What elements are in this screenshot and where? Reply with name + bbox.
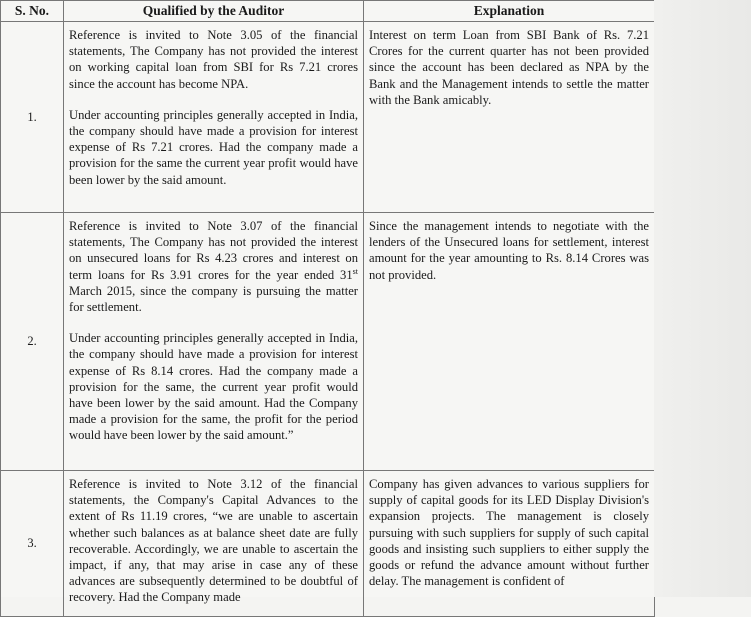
explanation-paragraph: Since the management intends to negotiate with the lenders of the Unsecured loans for settlement, interest amount for the year amounting to Rs. 8.14 Crores was not provided. [369,219,649,282]
row-number: 2. [1,213,64,471]
qualified-cell [64,213,364,471]
page-margin [654,0,751,597]
qualified-paragraph: Under accounting principles generally accepted in India, the company should have made a provision for interest expense of Rs 7.21 crores. Had the company made a provision for the same the current year profit would have been lower by the said amount. [69,107,358,187]
qualified-paragraph: Under accounting principles generally accepted in India, the company should have made a provision for interest expense of Rs 8.14 crores. Had the company made a provision for the same, the current year profit would have been lower by the said amount. Had the Company made a provision for the same, the profit for the period would have been lower by the said amount.” [69,331,358,443]
explanation-paragraph: Company has given advances to various suppliers for supply of capital goods for its LED Display Division's expansion projects. The management is closely pursuing with such suppliers for supply of such capital goods and insisting such suppliers to either supply the goods or refund the advance amount without further delay. The management is confident of [369,477,649,589]
qualified-cell [64,471,364,617]
header-qualified: Qualified by the Auditor [64,1,364,22]
explanation-cell [364,22,655,213]
table-row [1,471,655,617]
row-number: 1. [1,22,64,213]
header-sno: S. No. [1,1,64,22]
qualified-paragraph: Reference is invited to Note 3.05 of the financial statements, The Company has not provided the interest on working capital loan from SBI for Rs 7.21 crores since the account has become NPA. [69,28,358,91]
qualified-paragraph: Reference is invited to Note 3.07 of the financial statements, The Company has not provided the interest on unsecured loans for Rs 4.23 crores and interest on term loans for Rs 3.91 crores for the year ended 31st March 2015, since the company is pursuing the matter for settlement. [69,219,358,315]
header-explanation: Explanation [364,1,655,22]
qualified-cell [64,22,364,213]
table-header-row [1,1,655,22]
explanation-cell [364,213,655,471]
row-number: 3. [1,471,64,617]
table-row [1,213,655,471]
table-row [1,22,655,213]
qualified-paragraph: Reference is invited to Note 3.12 of the financial statements, the Company's Capital Advances to the extent of Rs 11.19 crores, “we are unable to ascertain whether such balances as at balance sheet date are fully recoverable. Accordingly, we are unable to ascertain the impact, if any, that may arise in case any of these advances are subsequently determined to be doubtful of recovery. Had the Company made [69,477,358,605]
explanation-paragraph: Interest on term Loan from SBI Bank of Rs. 7.21 Crores for the current quarter has not been provided since the account has been declared as NPA by the Bank and the Management intends to settle the matter with the Bank amicably. [369,28,649,107]
explanation-cell [364,471,655,617]
